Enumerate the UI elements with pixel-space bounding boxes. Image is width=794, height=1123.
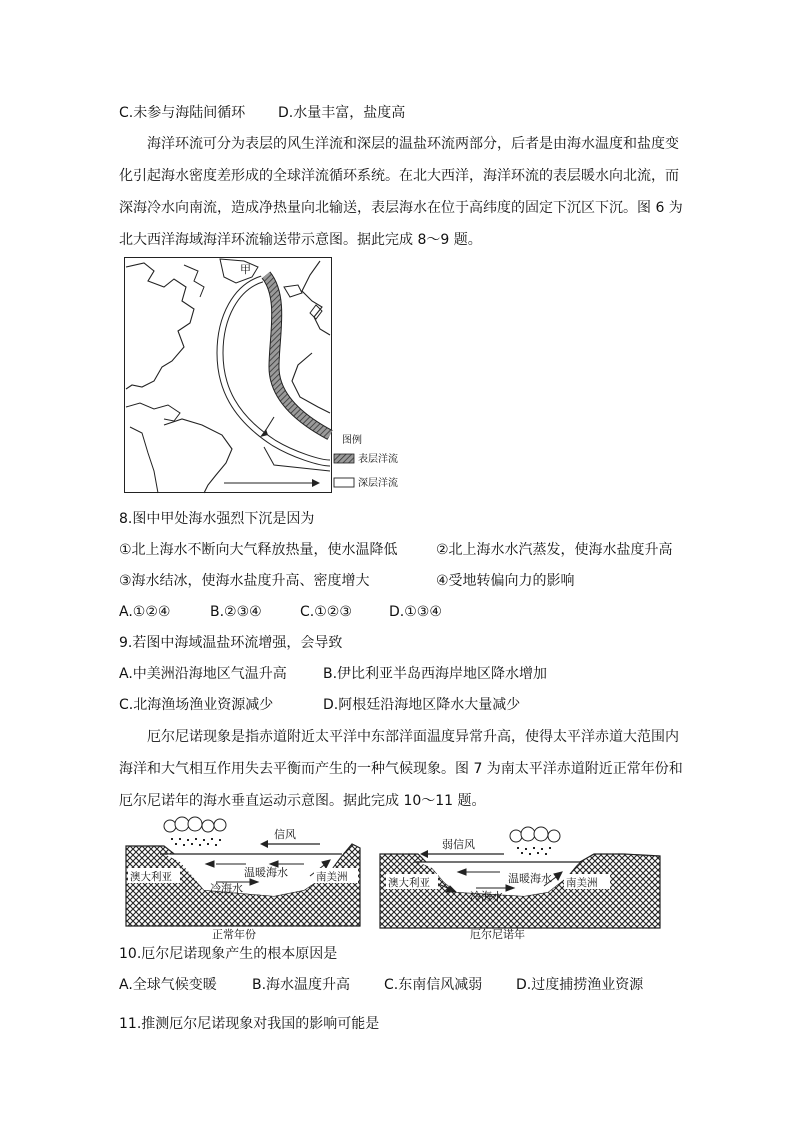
elnino-left-land-label: 澳大利亚 xyxy=(388,877,430,889)
normal-cloud-icon xyxy=(164,817,226,846)
q9-option-a: A.中美洲沿海地区气温升高 xyxy=(119,666,287,682)
q8-stem: 8.图中甲处海水强烈下沉是因为 xyxy=(119,511,315,527)
elnino-wind-label: 弱信风 xyxy=(442,838,475,851)
q7-option-d: D.水量丰富，盐度高 xyxy=(278,105,406,121)
q8-option-a: A.①②④ xyxy=(119,604,171,620)
q10-stem: 10.厄尔尼诺现象产生的根本原因是 xyxy=(119,946,338,962)
q8-statement-4: ④受地转偏向力的影响 xyxy=(436,573,575,589)
passage2-line2: 海洋和大气相互作用失去平衡而产生的一种气候现象。图 7 为南太平洋赤道附近正常年份和 xyxy=(119,761,683,777)
normal-left-land-label: 澳大利亚 xyxy=(130,871,172,883)
q8-option-d: D.①③④ xyxy=(389,604,442,620)
q7-option-c: C.未参与海陆间循环 xyxy=(119,105,246,121)
q8-statement-3: ③海水结冰，使海水盐度升高、密度增大 xyxy=(119,573,370,589)
q11-stem: 11.推测厄尔尼诺现象对我国的影响可能是 xyxy=(119,1016,380,1032)
figure6-map xyxy=(124,257,414,497)
legend-deep-swatch xyxy=(334,478,354,487)
legend-deep-label: 深层洋流 xyxy=(358,478,398,489)
passage2-line3: 厄尔尼诺年的海水垂直运动示意图。据此完成 10～11 题。 xyxy=(119,793,486,809)
figure7-svg xyxy=(124,816,664,940)
figure6-svg xyxy=(124,257,414,497)
passage2-line1: 厄尔尼诺现象是指赤道附近太平洋中东部洋面温度异常升高，使得太平洋赤道大范围内 xyxy=(147,729,679,745)
elnino-right-land-label: 南美洲 xyxy=(566,877,598,889)
q8-statement-2: ②北上海水水汽蒸发，使海水盐度升高 xyxy=(436,542,673,558)
legend-surface-label: 表层洋流 xyxy=(358,454,398,465)
q10-option-a: A.全球气候变暖 xyxy=(119,977,217,993)
q9-option-b: B.伊比利亚半岛西海岸地区降水增加 xyxy=(323,666,548,682)
legend-surface-swatch xyxy=(334,454,354,463)
passage1-line1: 海洋环流可分为表层的风生洋流和深层的温盐环流两部分，后者是由海水温度和盐度变 xyxy=(147,136,679,152)
q9-option-c: C.北海渔场渔业资源减少 xyxy=(119,697,274,713)
normal-caption: 正常年份 xyxy=(212,928,256,940)
q10-option-d: D.过度捕捞渔业资源 xyxy=(516,977,644,993)
q8-statement-1: ①北上海水不断向大气释放热量，使水温降低 xyxy=(119,542,398,558)
passage1-line4: 北大西洋海域海洋环流输送带示意图。据此完成 8～9 题。 xyxy=(119,232,482,248)
normal-wind-arrowhead xyxy=(260,840,268,848)
q10-option-c: C.东南信风减弱 xyxy=(384,977,483,993)
q10-option-b: B.海水温度升高 xyxy=(252,977,351,993)
point-jia-label: 甲 xyxy=(240,263,251,276)
passage1-line2: 化引起海水密度差形成的全球洋流循环系统。在北大西洋，海洋环流的表层暖水向北流，而 xyxy=(119,168,679,184)
q8-option-b: B.②③④ xyxy=(210,604,262,620)
figure7 xyxy=(124,816,664,940)
legend-title: 图例 xyxy=(342,435,362,446)
elnino-cloud-icon xyxy=(510,827,560,855)
normal-right-land-label: 南美洲 xyxy=(316,871,348,883)
q9-stem: 9.若图中海域温盐环流增强，会导致 xyxy=(119,635,343,651)
elnino-caption: 厄尔尼诺年 xyxy=(470,928,525,940)
passage1-line3: 深海冷水向南流，造成净热量向北输送，表层海水在位于高纬度的固定下沉区下沉。图 6 为 xyxy=(119,200,683,216)
elnino-warm-label: 温暖海水 xyxy=(508,872,552,885)
normal-cold-label: 冷海水 xyxy=(210,882,243,895)
normal-year-panel xyxy=(126,817,360,940)
normal-warm-label: 温暖海水 xyxy=(244,866,288,879)
elnino-panel xyxy=(380,827,660,940)
normal-wind-label: 信风 xyxy=(274,828,296,841)
q9-option-d: D.阿根廷沿海地区降水大量减少 xyxy=(323,697,521,713)
elnino-cold-label: 冷海水 xyxy=(470,890,503,903)
q8-option-c: C.①②③ xyxy=(300,604,352,620)
